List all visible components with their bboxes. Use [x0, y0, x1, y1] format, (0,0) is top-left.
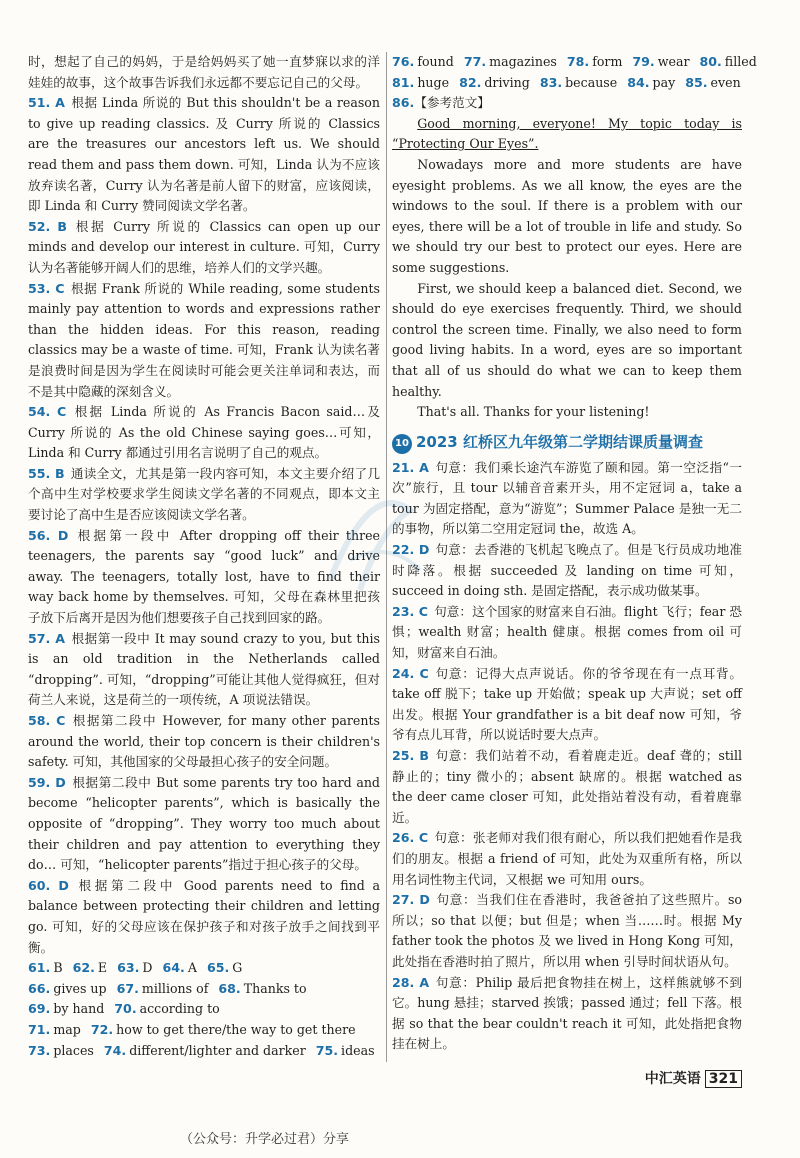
short-answer-number: 71.	[28, 1021, 51, 1037]
answer-explanation: 句意：记得大点声说话。你的爷爷现在有一点耳背。take off 脱下；take up 开始做；speak up 大声说；set off 出发。根据 Your grandfather is a bit deaf now 可知，爷爷有点儿耳背，所以说话时要大点声。	[392, 665, 743, 743]
answer-item	[392, 602, 742, 664]
answer-item	[28, 402, 380, 464]
answer-number: 26. C	[392, 830, 429, 846]
short-answer-value: driving	[484, 74, 530, 90]
short-answer-number: 63.	[117, 960, 140, 976]
short-answer-number: 82.	[459, 74, 482, 90]
answer-item	[28, 93, 380, 217]
footer-brand	[645, 1068, 742, 1088]
right-answer-list	[392, 458, 742, 1055]
answer-number: 57. A	[28, 630, 65, 646]
short-answer-value: because	[565, 74, 618, 90]
short-answer-number: 81.	[392, 74, 415, 90]
short-answer-value: D	[142, 960, 153, 976]
short-answer-number: 84.	[627, 74, 650, 90]
answer-item	[28, 773, 380, 876]
essay-greeting	[392, 114, 742, 135]
short-answer-row	[392, 73, 742, 94]
short-answer-number: 62.	[72, 960, 95, 976]
answer-number: 53. C	[28, 280, 65, 296]
answer-number: 25. B	[392, 748, 429, 763]
right-short-answers	[392, 52, 757, 93]
essay-greeting-text: Good morning, everyone! My topic today is	[417, 115, 742, 131]
short-answer-number: 79.	[632, 54, 655, 69]
answer-explanation: 句意：当我们住在香港时，我爸爸拍了这些照片。so 所以；so that 以便；but 但是；when 当……时。根据 My father took the photos 及 we lived in Hong Kong 可知，此处指在香港时拍了照片，所以用 when 引导时间状语从句。	[392, 892, 742, 969]
section-heading	[392, 431, 742, 454]
answer-number: 24. C	[392, 665, 429, 681]
answer-explanation: 根据 Frank 所说的 While reading, some students mainly pay attention to words and expressions rather than the hidden ideas. For this reason, reading classics may be a waste of time. 可知，Frank 认为读名著是浪费时间是因为学生在阅读时可能会更关注单词和表达，而不是其中隐藏的深刻含义。	[28, 280, 381, 399]
short-answer-number: 65.	[206, 960, 230, 976]
answer-explanation: 根据第二段中 Good parents need to find a balance between protecting their children and letting go. 可知，好的父母应该在保护孩子和对孩子放手之间找到平衡。	[28, 877, 380, 955]
answer-explanation: 根据第二段中 However, for many other parents around the world, their top concern is their children's safety. 可知，其他国家的父母最担心孩子的安全问题。	[28, 713, 380, 770]
answer-item	[28, 629, 380, 711]
answer-number: 58. C	[28, 713, 66, 728]
short-answer-value: filled	[724, 54, 757, 69]
essay-header	[392, 93, 742, 114]
answer-number: 27. D	[392, 892, 430, 908]
answer-number: 52. B	[28, 218, 68, 234]
answer-item	[392, 746, 742, 828]
footer-share-text: （公众号：升学必过君）分享	[180, 1132, 350, 1147]
answer-explanation: 根据 Linda 所说的 As Francis Bacon said…及 Curry 所说的 As the old Chinese saying goes…可知，Linda 和 Curry 都通过引用名言说明了自己的观点。	[28, 404, 381, 461]
short-answer-number: 66.	[28, 980, 51, 996]
short-answer-row	[392, 52, 757, 73]
section-title: 2023 红桥区九年级第二学期结课质量调查	[416, 432, 703, 451]
answer-item	[392, 540, 742, 602]
answer-number: 59. D	[28, 774, 66, 790]
short-answer-value: B	[53, 960, 63, 976]
essay-number: 86.	[392, 95, 415, 111]
answer-explanation: 句意：张老师对我们很有耐心，所以我们把她看作是我们的朋友。根据 a friend of 可知，此处为双重所有格，所以用名词性物主代词，又根据 we 可知用 ours。	[392, 830, 743, 887]
short-answer-value: found	[417, 54, 454, 69]
short-answer-value: ideas	[341, 1042, 375, 1058]
short-answer-number: 74.	[103, 1042, 127, 1058]
short-answer-number: 68.	[218, 980, 241, 996]
answer-explanation: 根据第一段中 After dropping off their three teenagers, the parents say “good luck” and drive away. The teenagers, totally lost, have to find their way back home by themselves. 可知，父母在森林里把孩子放下后离开是因为他们想要孩子自己找到回家的路。	[28, 527, 380, 626]
intro-paragraph: 时，想起了自己的妈妈，于是给妈妈买了她一直梦寐以求的洋娃娃的故事，这个故事告诉我们永远都不要忘记自己的父母。	[28, 54, 380, 90]
answer-number: 60. D	[28, 877, 69, 893]
answer-item	[392, 973, 742, 1055]
answer-item	[392, 664, 742, 746]
short-answer-row	[28, 999, 380, 1020]
short-answer-value: form	[592, 54, 623, 69]
short-answer-number: 64.	[162, 960, 185, 976]
short-answer-value: by hand	[53, 1001, 105, 1017]
answer-number: 21. A	[392, 459, 429, 475]
short-answer-value: A	[187, 960, 197, 976]
answer-item	[28, 711, 380, 773]
answer-number: 51. A	[28, 95, 65, 111]
left-short-answers	[28, 958, 380, 1061]
page-number: 321	[705, 1070, 742, 1088]
short-answer-value: according to	[139, 1001, 220, 1017]
answer-item	[392, 828, 742, 890]
brand-name: 中汇英语	[644, 1071, 701, 1087]
essay-paragraph: Nowadays more and more students are have eyesight problems. As we all know, the eyes are the windows to the soul. If there is a problem with our eyes, there will be a lot of trouble in life and study. So we should try our best to protect our eyes. Here are some suggestions.	[392, 156, 742, 275]
short-answer-value: places	[53, 1042, 94, 1058]
answer-item	[28, 876, 380, 958]
short-answer-row	[28, 1041, 380, 1062]
answer-number: 22. D	[392, 542, 430, 558]
answer-explanation: 根据 Curry 所说的 Classics can open up our minds and develop our interest in culture. 可知，Curry 认为名著能够开阔人们的思维，培养人们的文学兴趣。	[28, 218, 380, 275]
answer-number: 54. C	[28, 404, 67, 420]
short-answer-value: Thanks to	[243, 980, 307, 996]
essay-label: 【参考范文】	[414, 95, 490, 111]
short-answer-value: map	[53, 1021, 81, 1037]
answer-item	[392, 458, 742, 540]
answer-number: 55. B	[28, 465, 65, 481]
essay-title-text: “Protecting Our Eyes”.	[392, 136, 539, 152]
answer-explanation: 根据第二段中 But some parents try too hard and become “helicopter parents”, which is basically the opposite of “dropping”. They worry too much about their children and pay attention to everything they do… 可知，“helicopter parents”指过于担心孩子的父母。	[28, 774, 380, 873]
short-answer-number: 80.	[699, 54, 722, 69]
short-answer-value: G	[232, 960, 243, 976]
short-answer-number: 85.	[685, 74, 708, 90]
short-answer-number: 72.	[90, 1021, 114, 1037]
short-answer-value: gives up	[53, 980, 107, 996]
short-answer-number: 69.	[28, 1001, 51, 1017]
answer-explanation: 通读全文，尤其是第一段内容可知，本文主要介绍了几个高中生对学校要求学生阅读文学名著的不同观点，即本文主要讨论了高中生是否应该阅读文学名著。	[28, 465, 380, 523]
answer-number: 56. D	[28, 527, 69, 543]
answer-item	[392, 890, 742, 972]
answer-explanation: 句意：去香港的飞机起飞晚点了。但是飞行员成功地准时降落。根据 succeeded 及 landing on time 可知，succeed in doing sth. 是固定搭配，表示成功做某事。	[392, 542, 743, 599]
answer-explanation: 根据第一段中 It may sound crazy to you, but this is an old tradition in the Netherlands called “dropping”. 可知，“dropping”可能让其他人觉得疯狂，但对荷兰人来说，这是荷兰的一项传统，A 项说法错误。	[28, 630, 380, 708]
right-column	[392, 52, 757, 1055]
answer-number: 28. A	[392, 974, 430, 990]
answer-item	[28, 279, 380, 403]
short-answer-value: different/lighter and darker	[129, 1042, 306, 1058]
short-answer-value: magazines	[489, 54, 557, 69]
short-answer-number: 75.	[315, 1042, 339, 1058]
short-answer-row	[28, 979, 380, 1000]
essay-paragraph: First, we should keep a balanced diet. Second, we should do eye exercises frequently. Third, we should control the screen time. Finally, we also need to form good living habits. In a word, eyes are so important that all of us should do what we can to keep them healthy.	[392, 280, 742, 399]
short-answer-value: E	[97, 960, 108, 976]
answer-explanation: 句意：Philip 最后把食物挂在树上，这样熊就够不到它。hung 悬挂；starved 挨饿；passed 通过；fell 下落。根据 so that the bear couldn't reach it 可知，此处指把食物挂在树上。	[392, 974, 742, 1052]
short-answer-number: 70.	[114, 1001, 137, 1017]
answer-item	[28, 217, 380, 279]
short-answer-value: even	[710, 74, 741, 90]
answer-explanation: 句意：这个国家的财富来自石油。flight 飞行；fear 恐惧；wealth 财富；health 健康。根据 comes from oil 可知，财富来自石油。	[392, 603, 743, 661]
short-answer-value: millions of	[141, 980, 209, 996]
short-answer-value: pay	[652, 74, 676, 90]
section-number-badge: 10	[392, 434, 412, 454]
answer-explanation: 句意：我们乘长途汽车游览了颐和园。第一空泛指“一次”旅行，且 tour 以辅音音素开头，用不定冠词 a，take a tour 为固定搭配，意为“游览”；Summer Palace 是独一无二的事物，所以第二空用定冠词 the，故选 A。	[392, 459, 742, 537]
essay-body	[392, 155, 742, 423]
short-answer-value: how to get there/the way to get there	[116, 1021, 356, 1037]
answer-number: 23. C	[392, 603, 429, 619]
answer-explanation: 句意：我们站着不动，看着鹿走近。deaf 聋的；still 静止的；tiny 微小的；absent 缺席的。根据 watched as the deer came closer 可知，此处指站着没有动，看着鹿靠近。	[392, 748, 742, 825]
essay-title	[392, 134, 742, 155]
short-answer-number: 73.	[28, 1042, 51, 1058]
short-answer-row	[28, 958, 380, 979]
short-answer-number: 76.	[392, 54, 415, 69]
short-answer-number: 78.	[566, 54, 590, 69]
short-answer-number: 61.	[28, 960, 51, 976]
short-answer-number: 83.	[539, 74, 563, 90]
watermark-logo-icon	[300, 470, 440, 610]
short-answer-value: wear	[657, 54, 690, 69]
short-answer-row	[28, 1020, 380, 1041]
short-answer-value: huge	[417, 74, 450, 90]
short-answer-number: 77.	[463, 54, 487, 69]
short-answer-number: 67.	[116, 980, 139, 996]
answer-explanation: 根据 Linda 所说的 But this shouldn't be a reason to give up reading classics. 及 Curry 所说的 Classics are the treasures our ancestors left us. We should read them and pass them down. 可知，Linda 认为不应该放弃读名著，Curry 认为名著是前人留下的财富，应该阅读，即 Linda 和 Curry 赞同阅读文学名著。	[28, 95, 380, 214]
essay-paragraph: That's all. Thanks for your listening!	[417, 404, 650, 420]
